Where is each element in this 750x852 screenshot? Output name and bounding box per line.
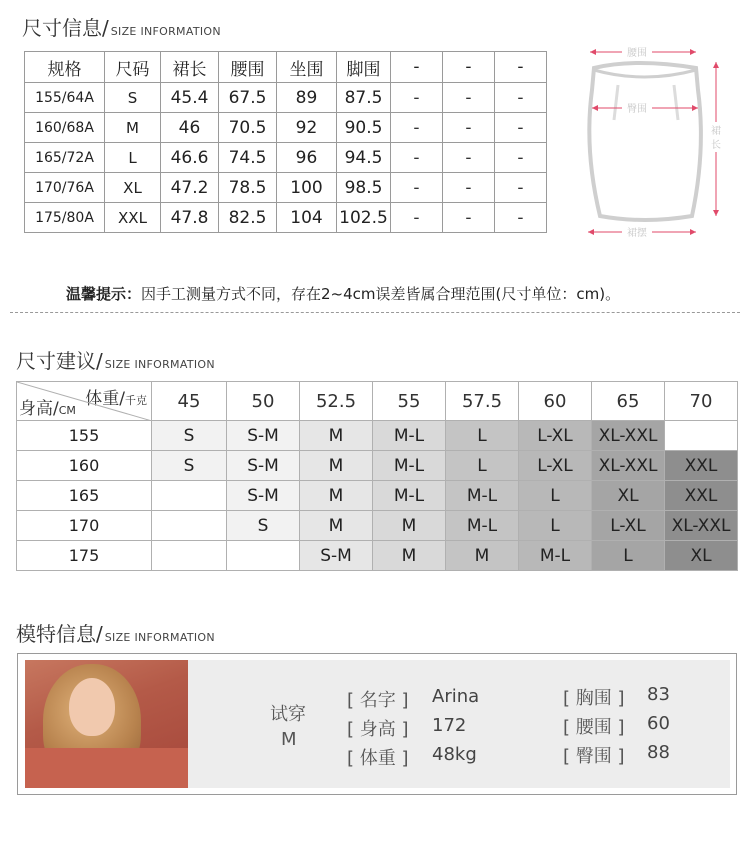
size-suggest-title-en: SIZE INFORMATION bbox=[104, 358, 215, 371]
size-cell: 102.5 bbox=[337, 203, 391, 233]
size-table-header bbox=[25, 52, 547, 83]
size-cell: - bbox=[391, 113, 443, 143]
table-row bbox=[25, 203, 547, 233]
size-cell: 87.5 bbox=[337, 83, 391, 113]
suggest-cell: L-XL bbox=[519, 451, 592, 481]
size-cell: 45.4 bbox=[161, 83, 219, 113]
table-row bbox=[17, 541, 738, 571]
model-info-title-en: SIZE INFORMATION bbox=[104, 631, 215, 644]
size-cell: 170/76A bbox=[25, 173, 105, 203]
size-header-cell: - bbox=[495, 52, 547, 83]
size-suggest-title bbox=[16, 345, 215, 374]
table-row bbox=[25, 83, 547, 113]
size-cell: 74.5 bbox=[219, 143, 277, 173]
size-info-table bbox=[24, 51, 547, 233]
size-cell: 94.5 bbox=[337, 143, 391, 173]
suggest-cell: S-M bbox=[300, 541, 373, 571]
suggest-cell bbox=[665, 421, 738, 451]
suggest-cell: L bbox=[519, 481, 592, 511]
suggest-cell: M bbox=[300, 451, 373, 481]
size-cell: 175/80A bbox=[25, 203, 105, 233]
size-cell: 47.2 bbox=[161, 173, 219, 203]
size-info-title bbox=[22, 12, 221, 41]
size-header-cell: - bbox=[443, 52, 495, 83]
suggest-cell bbox=[152, 541, 227, 571]
height-cell: 155 bbox=[17, 421, 152, 451]
suggest-cell bbox=[152, 481, 227, 511]
weight-header-cell: 45 bbox=[152, 382, 227, 421]
size-cell: - bbox=[495, 113, 547, 143]
size-cell: 98.5 bbox=[337, 173, 391, 203]
suggest-cell: M bbox=[373, 511, 446, 541]
suggest-cell: S bbox=[152, 451, 227, 481]
size-cell: - bbox=[443, 173, 495, 203]
suggest-cell: M bbox=[300, 511, 373, 541]
waist-value: 60 bbox=[647, 713, 670, 734]
size-header-cell: 尺码 bbox=[105, 52, 161, 83]
suggest-cell: S-M bbox=[227, 451, 300, 481]
size-header-cell: 脚围 bbox=[337, 52, 391, 83]
weight-value: 48kg bbox=[432, 744, 477, 765]
waist-label: [ 腰围 ] bbox=[563, 717, 625, 738]
size-header-cell: 裙长 bbox=[161, 52, 219, 83]
size-cell: - bbox=[391, 143, 443, 173]
length-label-1: 裙 bbox=[711, 126, 721, 137]
suggest-cell: M bbox=[300, 481, 373, 511]
suggest-cell: L bbox=[519, 511, 592, 541]
waist-label: 腰围 bbox=[627, 48, 647, 59]
size-header-cell: 规格 bbox=[25, 52, 105, 83]
size-cell: - bbox=[391, 203, 443, 233]
size-header-cell: - bbox=[391, 52, 443, 83]
title-slash: / bbox=[96, 622, 103, 646]
size-cell: 67.5 bbox=[219, 83, 277, 113]
suggest-cell: L bbox=[592, 541, 665, 571]
table-row bbox=[17, 451, 738, 481]
suggest-cell: XL bbox=[665, 541, 738, 571]
size-cell: - bbox=[443, 83, 495, 113]
size-cell: - bbox=[443, 203, 495, 233]
try-size: M bbox=[281, 729, 297, 750]
table-row bbox=[17, 481, 738, 511]
suggest-cell: XL-XXL bbox=[592, 451, 665, 481]
name-label: [ 名字 ] bbox=[347, 690, 409, 711]
height-cell: 160 bbox=[17, 451, 152, 481]
size-cell: - bbox=[495, 173, 547, 203]
suggest-cell: XL-XXL bbox=[592, 421, 665, 451]
size-cell: S bbox=[105, 83, 161, 113]
table-row bbox=[25, 113, 547, 143]
suggest-cell: M bbox=[300, 421, 373, 451]
suggest-cell: M-L bbox=[519, 541, 592, 571]
corner-cell bbox=[17, 382, 152, 421]
length-label-2: 长 bbox=[711, 140, 721, 151]
height-cell: 170 bbox=[17, 511, 152, 541]
size-cell: 89 bbox=[277, 83, 337, 113]
size-cell: - bbox=[495, 203, 547, 233]
model-info-panel bbox=[25, 660, 730, 788]
size-cell: 155/64A bbox=[25, 83, 105, 113]
bust-label: [ 胸围 ] bbox=[563, 688, 625, 709]
suggest-cell: M-L bbox=[446, 511, 519, 541]
suggest-cell: S-M bbox=[227, 481, 300, 511]
name-value: Arina bbox=[432, 686, 480, 707]
size-cell: L bbox=[105, 143, 161, 173]
suggest-cell: M-L bbox=[446, 481, 519, 511]
skirt-outline bbox=[589, 63, 701, 220]
hip-label: [ 臀围 ] bbox=[563, 746, 625, 767]
suggest-cell: M-L bbox=[373, 481, 446, 511]
size-cell: 70.5 bbox=[219, 113, 277, 143]
size-cell: 78.5 bbox=[219, 173, 277, 203]
size-cell: - bbox=[495, 143, 547, 173]
suggest-table-header bbox=[17, 382, 738, 421]
suggest-cell: L bbox=[446, 421, 519, 451]
height-cell: 165 bbox=[17, 481, 152, 511]
suggest-cell: M-L bbox=[373, 421, 446, 451]
try-label: 试穿 bbox=[270, 704, 306, 725]
size-suggest-table bbox=[16, 381, 738, 571]
tip-text: 因手工测量方式不同，存在2~4cm误差皆属合理范围(尺寸单位：cm)。 bbox=[141, 285, 621, 303]
size-cell: 47.8 bbox=[161, 203, 219, 233]
size-cell: 46 bbox=[161, 113, 219, 143]
height-label: [ 身高 ] bbox=[347, 719, 409, 740]
suggest-cell: XXL bbox=[665, 451, 738, 481]
size-cell: 100 bbox=[277, 173, 337, 203]
title-slash: / bbox=[102, 16, 109, 40]
tip-label: 温馨提示： bbox=[66, 285, 142, 303]
weight-header-cell: 65 bbox=[592, 382, 665, 421]
suggest-cell: M bbox=[373, 541, 446, 571]
size-cell: 90.5 bbox=[337, 113, 391, 143]
hem-label: 裙摆 bbox=[627, 228, 647, 239]
suggest-cell: L-XL bbox=[519, 421, 592, 451]
corner-weight: 体重/千克 bbox=[85, 389, 147, 409]
model-info-title-cn: 模特信息 bbox=[16, 622, 96, 646]
model-info-title bbox=[16, 618, 215, 647]
suggest-cell: L bbox=[446, 451, 519, 481]
suggest-cell: S bbox=[152, 421, 227, 451]
size-cell: 165/72A bbox=[25, 143, 105, 173]
size-cell: M bbox=[105, 113, 161, 143]
weight-header-cell: 57.5 bbox=[446, 382, 519, 421]
table-row bbox=[17, 511, 738, 541]
model-info-box bbox=[17, 653, 737, 795]
height-cell: 175 bbox=[17, 541, 152, 571]
skirt-diagram bbox=[578, 40, 728, 245]
size-cell: - bbox=[443, 143, 495, 173]
size-cell: 96 bbox=[277, 143, 337, 173]
weight-header-cell: 52.5 bbox=[300, 382, 373, 421]
weight-header-cell: 70 bbox=[665, 382, 738, 421]
size-cell: 92 bbox=[277, 113, 337, 143]
table-row bbox=[17, 421, 738, 451]
size-cell: 82.5 bbox=[219, 203, 277, 233]
suggest-cell: M-L bbox=[373, 451, 446, 481]
measurement-tip bbox=[66, 283, 620, 304]
weight-header-cell: 50 bbox=[227, 382, 300, 421]
weight-header-cell: 55 bbox=[373, 382, 446, 421]
hip-value: 88 bbox=[647, 742, 670, 763]
suggest-cell: XL bbox=[592, 481, 665, 511]
hip-label: 臀围 bbox=[627, 104, 647, 115]
title-slash: / bbox=[96, 349, 103, 373]
size-cell: 104 bbox=[277, 203, 337, 233]
suggest-cell: XL-XXL bbox=[665, 511, 738, 541]
bust-value: 83 bbox=[647, 684, 670, 705]
suggest-cell: M bbox=[446, 541, 519, 571]
suggest-cell bbox=[152, 511, 227, 541]
suggest-cell: S-M bbox=[227, 421, 300, 451]
size-info-title-cn: 尺寸信息 bbox=[22, 16, 102, 40]
table-row bbox=[25, 173, 547, 203]
height-value: 172 bbox=[432, 715, 467, 736]
corner-diagonal bbox=[17, 382, 152, 421]
size-header-cell: 坐围 bbox=[277, 52, 337, 83]
weight-header-cell: 60 bbox=[519, 382, 592, 421]
size-cell: - bbox=[391, 83, 443, 113]
suggest-cell: XXL bbox=[665, 481, 738, 511]
size-cell: - bbox=[443, 113, 495, 143]
size-cell: 46.6 bbox=[161, 143, 219, 173]
size-cell: XL bbox=[105, 173, 161, 203]
size-cell: XXL bbox=[105, 203, 161, 233]
suggest-cell: L-XL bbox=[592, 511, 665, 541]
suggest-cell: S bbox=[227, 511, 300, 541]
size-header-cell: 腰围 bbox=[219, 52, 277, 83]
suggest-cell bbox=[227, 541, 300, 571]
size-suggest-title-cn: 尺寸建议 bbox=[16, 349, 96, 373]
divider bbox=[10, 312, 740, 313]
model-photo bbox=[25, 660, 188, 788]
weight-label: [ 体重 ] bbox=[347, 748, 409, 769]
corner-height: 身高/CM bbox=[19, 399, 76, 419]
table-row bbox=[25, 143, 547, 173]
size-info-title-en: SIZE INFORMATION bbox=[110, 25, 221, 38]
size-cell: 160/68A bbox=[25, 113, 105, 143]
size-cell: - bbox=[495, 83, 547, 113]
size-cell: - bbox=[391, 173, 443, 203]
